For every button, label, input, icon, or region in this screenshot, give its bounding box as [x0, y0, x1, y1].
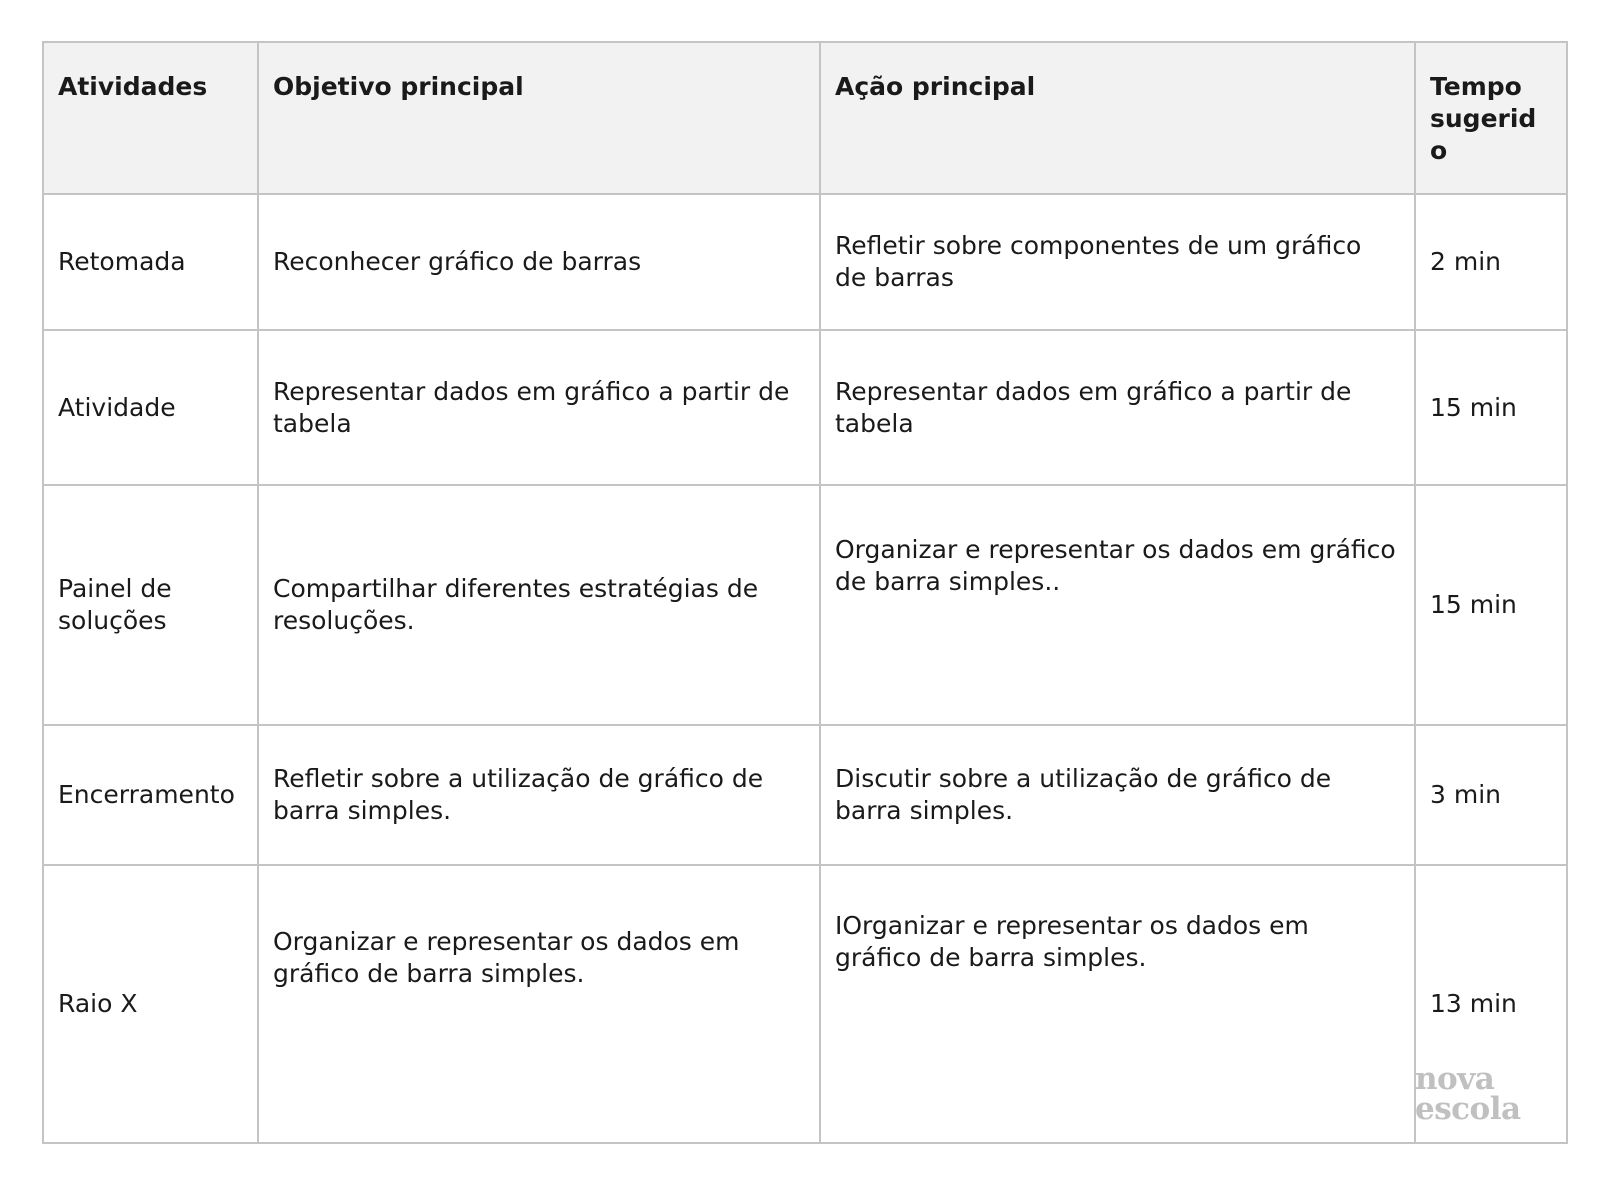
cell-atividade: Encerramento [43, 725, 258, 865]
header-objetivo-principal: Objetivo principal [258, 42, 820, 194]
logo-line-escola: escola [1415, 1091, 1521, 1127]
cell-acao: IOrganizar e representar os dados em gráfico de barra simples. [820, 865, 1415, 1143]
cell-objetivo: Refletir sobre a utilização de gráfico de barra simples. [258, 725, 820, 865]
cell-atividade: Raio X [43, 865, 258, 1143]
lesson-plan-table [42, 41, 1568, 1144]
table-row [43, 330, 1567, 485]
cell-tempo: 15 min [1415, 330, 1567, 485]
cell-atividade: Atividade [43, 330, 258, 485]
cell-tempo: 3 min [1415, 725, 1567, 865]
cell-acao: Organizar e representar os dados em gráfico de barra simples.. [820, 485, 1415, 725]
logo-line-nova: nova [1415, 1061, 1495, 1097]
nova-escola-logo [1415, 1061, 1535, 1127]
cell-tempo: 13 min [1415, 865, 1567, 1143]
cell-objetivo: Compartilhar diferentes estratégias de resoluções. [258, 485, 820, 725]
header-tempo-sugerido: Tempo sugerido [1415, 42, 1567, 194]
table-row [43, 485, 1567, 725]
cell-objetivo: Reconhecer gráfico de barras [258, 194, 820, 330]
cell-tempo: 15 min [1415, 485, 1567, 725]
table-row [43, 725, 1567, 865]
table-row [43, 194, 1567, 330]
cell-atividade: Retomada [43, 194, 258, 330]
cell-atividade: Painel de soluções [43, 485, 258, 725]
table-header-row [43, 42, 1567, 194]
cell-acao: Refletir sobre componentes de um gráfico de barras [820, 194, 1415, 330]
cell-objetivo: Organizar e representar os dados em gráfico de barra simples. [258, 865, 820, 1143]
header-atividades: Atividades [43, 42, 258, 194]
cell-tempo: 2 min [1415, 194, 1567, 330]
table-row [43, 865, 1567, 1143]
cell-acao: Representar dados em gráfico a partir de tabela [820, 330, 1415, 485]
header-acao-principal: Ação principal [820, 42, 1415, 194]
cell-objetivo: Representar dados em gráfico a partir de tabela [258, 330, 820, 485]
cell-acao: Discutir sobre a utilização de gráfico de barra simples. [820, 725, 1415, 865]
